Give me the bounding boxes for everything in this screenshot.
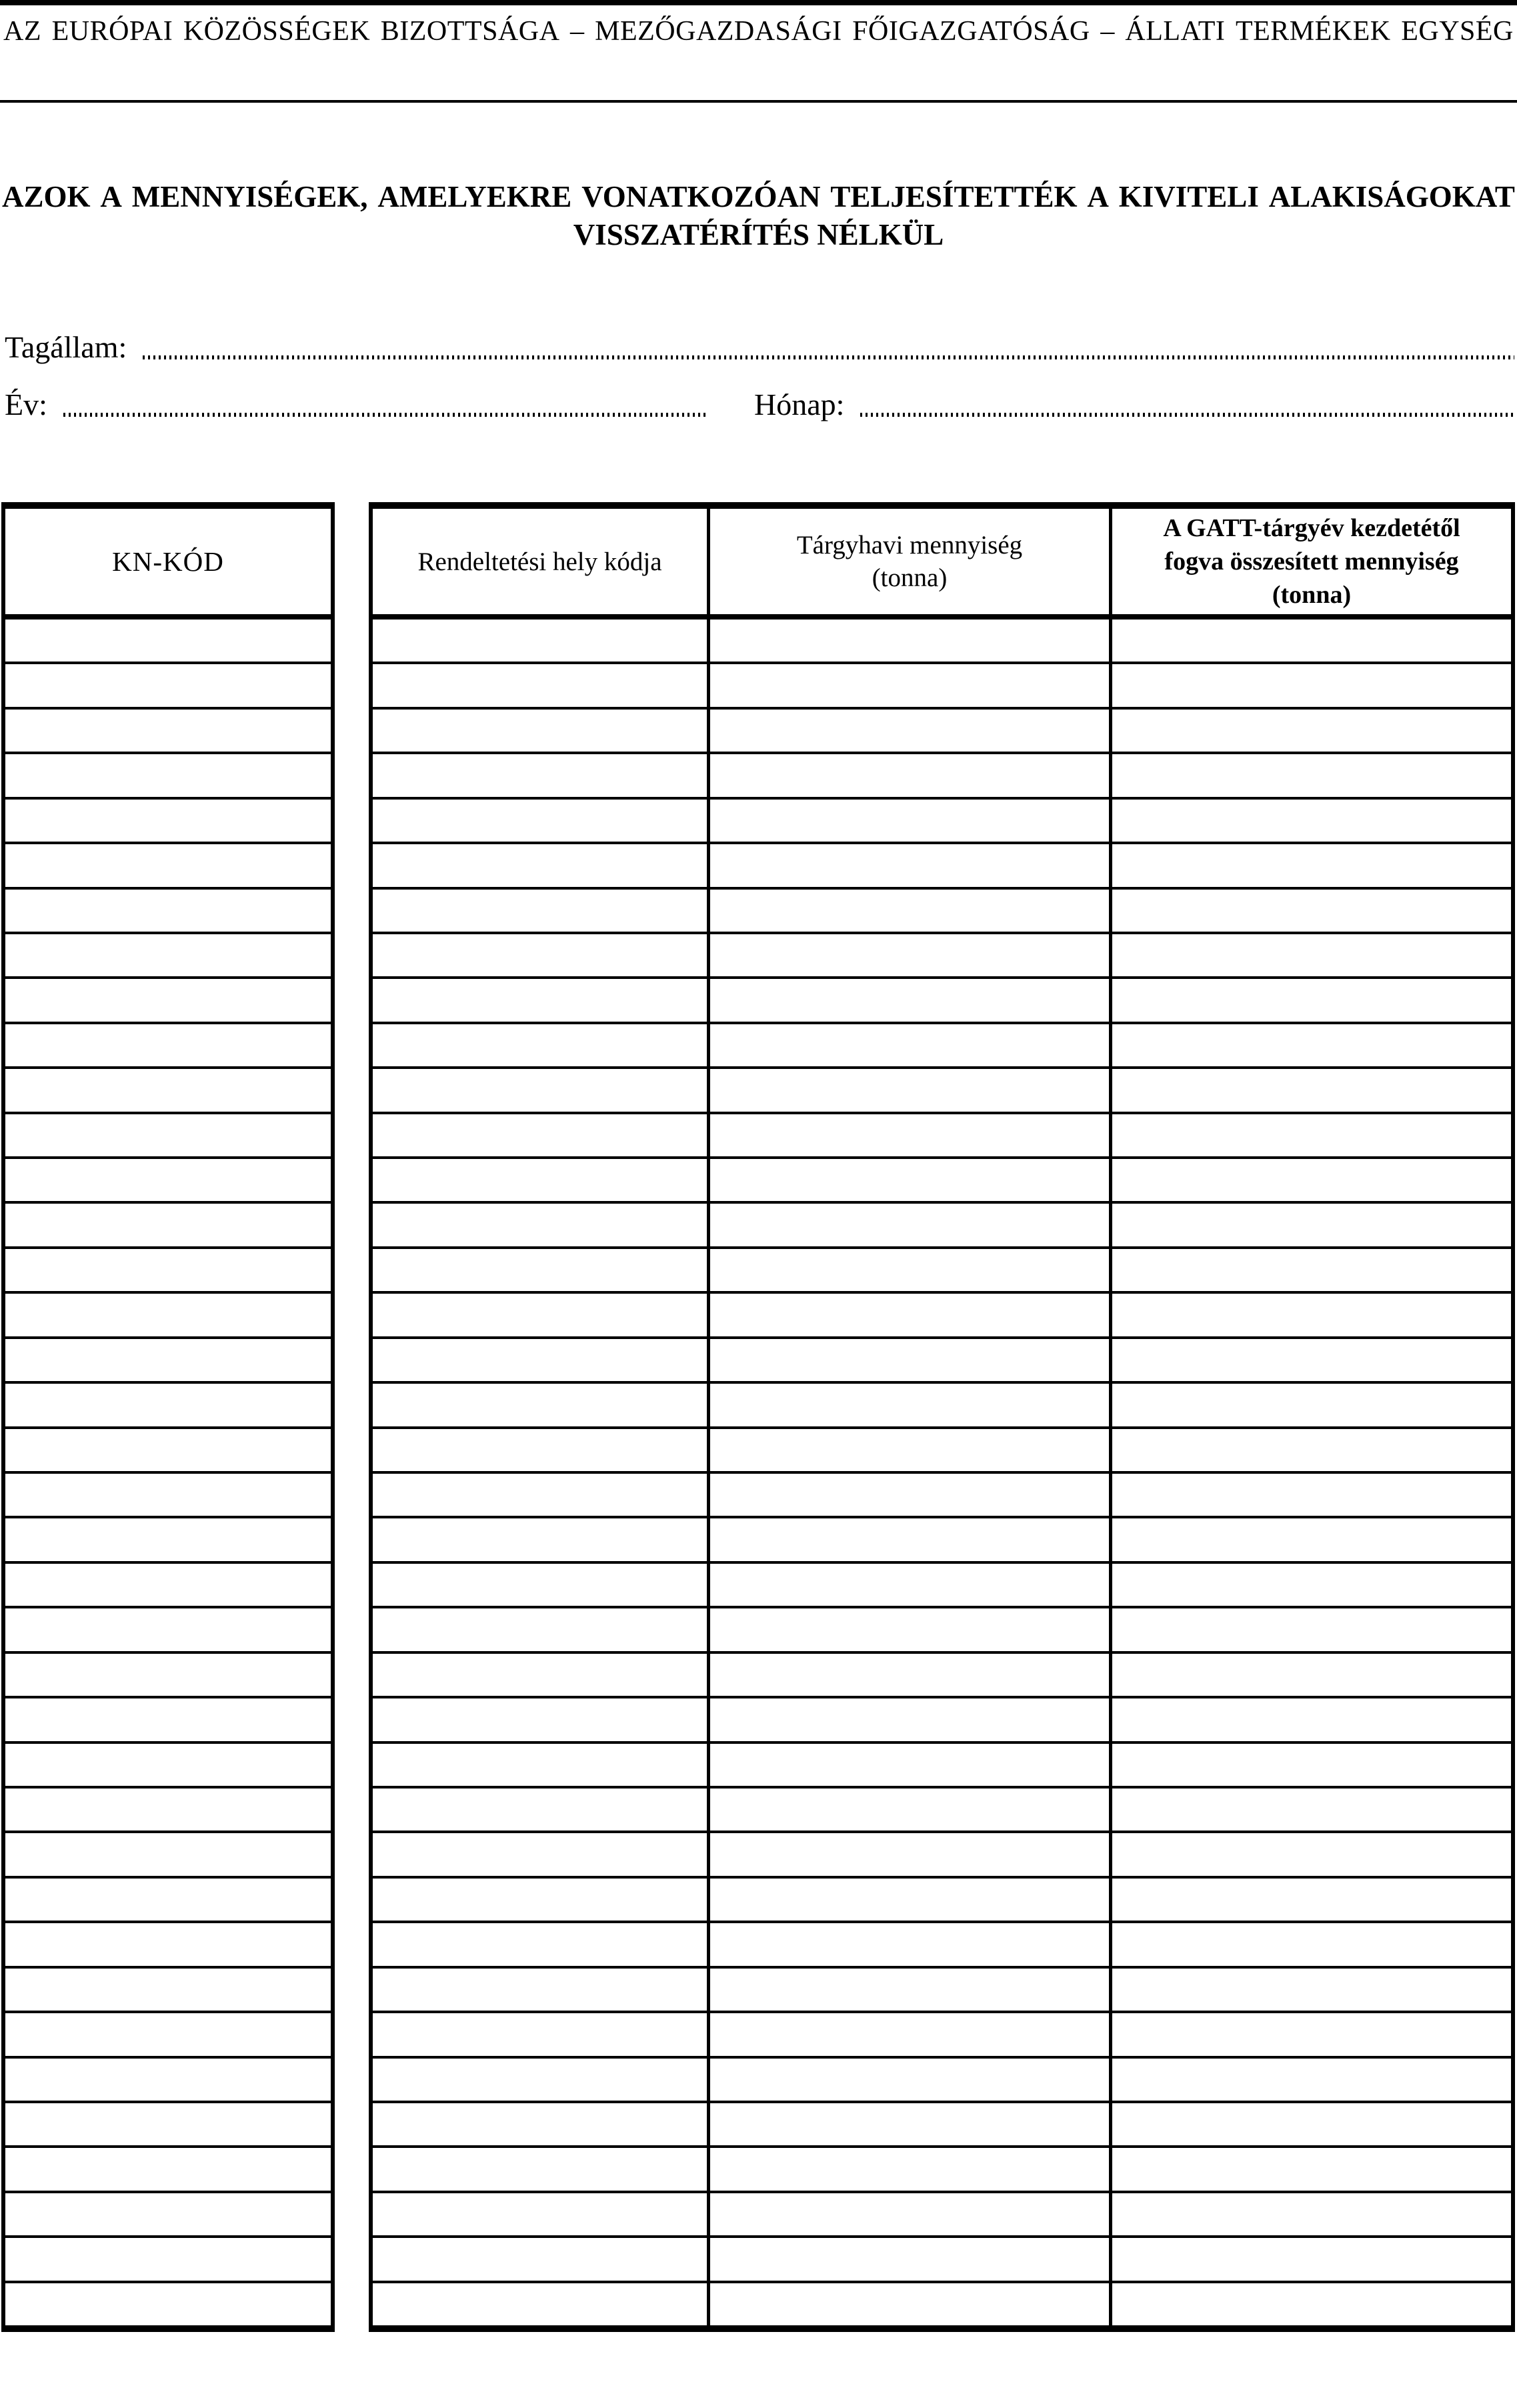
monthly-quantity-cell[interactable] (707, 1069, 1109, 1111)
monthly-quantity-cell[interactable] (707, 1474, 1109, 1516)
quantities-table-row (373, 1833, 1511, 1878)
quantities-table-row (373, 1249, 1511, 1294)
destination-cell[interactable] (373, 1159, 707, 1201)
destination-cell[interactable] (373, 800, 707, 842)
kn-table-row (5, 1069, 331, 1114)
kn-code-cell[interactable] (5, 844, 331, 886)
kn-table-row (5, 1474, 331, 1518)
gatt-total-cell[interactable] (1109, 1114, 1511, 1156)
quantities-table-row (373, 979, 1511, 1024)
gatt-total-cell[interactable] (1109, 1384, 1511, 1426)
kn-table-row (5, 1564, 331, 1608)
monthly-quantity-cell[interactable] (707, 1969, 1109, 2011)
kn-table-row (5, 890, 331, 934)
gatt-total-cell[interactable] (1109, 844, 1511, 886)
kn-code-cell[interactable] (5, 1833, 331, 1875)
kn-code-table-body (5, 620, 331, 2325)
kn-code-cell[interactable] (5, 1204, 331, 1246)
monthly-quantity-cell[interactable] (707, 1879, 1109, 1921)
destination-cell[interactable] (373, 979, 707, 1021)
gatt-total-cell[interactable] (1109, 1249, 1511, 1291)
kn-code-cell[interactable] (5, 2148, 331, 2190)
destination-cell[interactable] (373, 710, 707, 752)
monthly-quantity-cell[interactable] (707, 2059, 1109, 2101)
kn-code-cell[interactable] (5, 664, 331, 706)
destination-cell[interactable] (373, 1744, 707, 1786)
gatt-header-line2: fogva összesített mennyiség (1164, 547, 1459, 575)
quantities-table-row (373, 754, 1511, 799)
kn-code-table-header (5, 509, 331, 620)
gatt-total-cell[interactable] (1109, 2148, 1511, 2190)
kn-table-row (5, 710, 331, 754)
quantities-table-row (373, 710, 1511, 754)
monthly-quantity-header-label: Tárgyhavi mennyiség (796, 531, 1023, 559)
monthly-quantity-cell[interactable] (707, 2103, 1109, 2145)
kn-table-row (5, 1024, 331, 1069)
destination-cell[interactable] (373, 1879, 707, 1921)
monthly-quantity-unit-label: (tonna) (872, 563, 948, 592)
monthly-quantity-cell[interactable] (707, 1698, 1109, 1740)
monthly-quantity-cell[interactable] (707, 1788, 1109, 1831)
monthly-quantity-cell[interactable] (707, 1204, 1109, 1246)
gatt-total-cell[interactable] (1109, 1564, 1511, 1606)
kn-table-row (5, 664, 331, 709)
form-title-line2: VISSZATÉRÍTÉS NÉLKÜL (573, 218, 944, 251)
destination-cell[interactable] (373, 754, 707, 796)
monthly-quantity-cell[interactable] (707, 710, 1109, 752)
year-input-line[interactable] (63, 413, 706, 417)
kn-table-row (5, 800, 331, 844)
monthly-quantity-cell[interactable] (707, 1833, 1109, 1875)
gatt-total-cell[interactable] (1109, 2193, 1511, 2235)
kn-table-row (5, 2059, 331, 2103)
kn-table-row (5, 1923, 331, 1968)
kn-code-cell[interactable] (5, 2013, 331, 2055)
destination-cell[interactable] (373, 1923, 707, 1965)
gatt-total-cell[interactable] (1109, 1608, 1511, 1650)
gatt-total-cell[interactable] (1109, 800, 1511, 842)
kn-code-cell[interactable] (5, 710, 331, 752)
kn-table-row (5, 1204, 331, 1248)
quantities-table-row (373, 800, 1511, 844)
kn-table-row (5, 1833, 331, 1878)
gatt-total-cell[interactable] (1109, 1788, 1511, 1831)
destination-cell[interactable] (373, 1788, 707, 1831)
destination-cell[interactable] (373, 1204, 707, 1246)
monthly-quantity-cell[interactable] (707, 2238, 1109, 2280)
kn-code-cell[interactable] (5, 1339, 331, 1381)
kn-code-cell[interactable] (5, 979, 331, 1021)
gatt-total-cell[interactable] (1109, 890, 1511, 932)
gatt-total-cell[interactable] (1109, 620, 1511, 662)
quantities-table-row (373, 1474, 1511, 1518)
destination-cell[interactable] (373, 1564, 707, 1606)
destination-cell[interactable] (373, 1024, 707, 1066)
monthly-quantity-cell[interactable] (707, 890, 1109, 932)
quantities-table-row (373, 2148, 1511, 2193)
monthly-quantity-cell[interactable] (707, 1518, 1109, 1560)
quantities-table-row (373, 1518, 1511, 1563)
kn-table-row (5, 2283, 331, 2325)
gatt-total-cell[interactable] (1109, 1654, 1511, 1696)
gatt-total-cell[interactable] (1109, 1879, 1511, 1921)
gatt-total-cell[interactable] (1109, 1069, 1511, 1111)
header-divider-rule (0, 100, 1517, 103)
kn-code-cell[interactable] (5, 1429, 331, 1471)
kn-code-cell[interactable] (5, 1654, 331, 1696)
gatt-total-cell[interactable] (1109, 1698, 1511, 1740)
kn-code-cell[interactable] (5, 1474, 331, 1516)
kn-code-cell[interactable] (5, 800, 331, 842)
kn-code-cell[interactable] (5, 2103, 331, 2145)
destination-cell[interactable] (373, 1429, 707, 1471)
kn-table-row (5, 979, 331, 1024)
kn-code-cell[interactable] (5, 2238, 331, 2280)
monthly-quantity-cell[interactable] (707, 620, 1109, 662)
destination-cell[interactable] (373, 890, 707, 932)
monthly-quantity-cell[interactable] (707, 1114, 1109, 1156)
quantities-table-row (373, 1923, 1511, 1968)
monthly-quantity-cell[interactable] (707, 1654, 1109, 1696)
quantities-table-row (373, 1654, 1511, 1698)
destination-cell[interactable] (373, 2238, 707, 2280)
gatt-total-cell[interactable] (1109, 2059, 1511, 2101)
kn-code-cell[interactable] (5, 1608, 331, 1650)
kn-table-row (5, 1429, 331, 1474)
kn-code-cell[interactable] (5, 1024, 331, 1066)
monthly-quantity-cell[interactable] (707, 2193, 1109, 2235)
kn-table-row (5, 844, 331, 889)
destination-cell[interactable] (373, 1474, 707, 1516)
column-header-gatt-total (1109, 509, 1511, 614)
destination-cell[interactable] (373, 1608, 707, 1650)
kn-table-row (5, 1114, 331, 1159)
destination-cell[interactable] (373, 620, 707, 662)
monthly-quantity-cell[interactable] (707, 1923, 1109, 1965)
kn-table-row (5, 2148, 331, 2193)
kn-code-cell[interactable] (5, 1564, 331, 1606)
destination-cell[interactable] (373, 1069, 707, 1111)
quantities-table-row (373, 1564, 1511, 1608)
kn-code-cell[interactable] (5, 1518, 331, 1560)
quantities-table-row (373, 890, 1511, 934)
monthly-quantity-cell[interactable] (707, 2283, 1109, 2325)
quantities-table-row (373, 1608, 1511, 1653)
quantities-table-row (373, 2238, 1511, 2283)
destination-header-label: Rendeltetési hely kódja (417, 547, 662, 576)
quantities-table-row (373, 1429, 1511, 1474)
gatt-total-cell[interactable] (1109, 1024, 1511, 1066)
kn-table-row (5, 2013, 331, 2058)
kn-code-cell[interactable] (5, 1384, 331, 1426)
gatt-total-cell[interactable] (1109, 1429, 1511, 1471)
kn-table-row (5, 1339, 331, 1384)
kn-table-row (5, 1879, 331, 1923)
quantities-table-row (373, 1339, 1511, 1384)
kn-table-row (5, 1384, 331, 1428)
gatt-total-cell[interactable] (1109, 1923, 1511, 1965)
year-label: Év: (5, 387, 47, 421)
gatt-total-cell[interactable] (1109, 1339, 1511, 1381)
monthly-quantity-cell[interactable] (707, 1608, 1109, 1650)
quantities-table-row (373, 1788, 1511, 1833)
monthly-quantity-cell[interactable] (707, 664, 1109, 706)
destination-cell[interactable] (373, 664, 707, 706)
quantities-table-row (373, 2193, 1511, 2238)
quantities-table (369, 502, 1515, 2332)
quantities-table-row (373, 2059, 1511, 2103)
kn-table-row (5, 1294, 331, 1338)
kn-code-cell[interactable] (5, 1069, 331, 1111)
destination-cell[interactable] (373, 1114, 707, 1156)
kn-code-cell[interactable] (5, 620, 331, 662)
quantities-table-row (373, 2283, 1511, 2325)
gatt-total-cell[interactable] (1109, 1744, 1511, 1786)
kn-table-row (5, 754, 331, 799)
monthly-quantity-cell[interactable] (707, 1429, 1109, 1471)
gatt-total-cell[interactable] (1109, 1294, 1511, 1336)
monthly-quantity-cell[interactable] (707, 800, 1109, 842)
form-title-line1: AZOK A MENNYISÉGEK, AMELYEKRE VONATKOZÓAN TELJESÍTETTÉK A KIVITELI ALAKISÁGOKAT (2, 180, 1515, 213)
kn-code-cell[interactable] (5, 934, 331, 976)
destination-cell[interactable] (373, 1384, 707, 1426)
column-header-kn-code: KN-KÓD (112, 545, 224, 577)
quantities-table-body (373, 620, 1511, 2325)
destination-cell[interactable] (373, 1339, 707, 1381)
kn-code-cell[interactable] (5, 2283, 331, 2325)
kn-table-row (5, 934, 331, 979)
destination-cell[interactable] (373, 1518, 707, 1560)
gatt-total-cell[interactable] (1109, 754, 1511, 796)
gatt-total-cell[interactable] (1109, 664, 1511, 706)
monthly-quantity-cell[interactable] (707, 2013, 1109, 2055)
quantities-table-row (373, 1069, 1511, 1114)
quantities-table-row (373, 1159, 1511, 1204)
gatt-total-cell[interactable] (1109, 1518, 1511, 1560)
quantities-table-row (373, 1114, 1511, 1159)
member-state-field-row (5, 329, 1514, 365)
gatt-total-cell[interactable] (1109, 2283, 1511, 2325)
page-top-edge-bar (0, 0, 1517, 5)
gatt-total-cell[interactable] (1109, 1159, 1511, 1201)
kn-table-row (5, 2103, 331, 2148)
quantities-table-row (373, 1879, 1511, 1923)
monthly-quantity-cell[interactable] (707, 2148, 1109, 2190)
destination-cell[interactable] (373, 2059, 707, 2101)
destination-cell[interactable] (373, 1294, 707, 1336)
kn-table-row (5, 1518, 331, 1563)
kn-table-row (5, 1654, 331, 1698)
kn-code-cell[interactable] (5, 1969, 331, 2011)
destination-cell[interactable] (373, 1833, 707, 1875)
kn-table-row (5, 620, 331, 664)
quantities-table-row (373, 1204, 1511, 1248)
gatt-total-cell[interactable] (1109, 1833, 1511, 1875)
kn-table-row (5, 1698, 331, 1743)
quantities-table-row (373, 664, 1511, 709)
destination-cell[interactable] (373, 2193, 707, 2235)
destination-cell[interactable] (373, 1654, 707, 1696)
month-label: Hónap: (754, 387, 845, 421)
kn-table-row (5, 1159, 331, 1204)
quantities-table-row (373, 1024, 1511, 1069)
gatt-header-unit-label: (tonna) (1272, 581, 1352, 609)
kn-table-row (5, 1249, 331, 1294)
gatt-total-cell[interactable] (1109, 710, 1511, 752)
kn-code-cell[interactable] (5, 1879, 331, 1921)
quantities-table-header (373, 509, 1511, 620)
monthly-quantity-cell[interactable] (707, 1024, 1109, 1066)
kn-code-cell[interactable] (5, 754, 331, 796)
kn-code-cell[interactable] (5, 1249, 331, 1291)
destination-cell[interactable] (373, 2148, 707, 2190)
gatt-total-cell[interactable] (1109, 2238, 1511, 2280)
destination-cell[interactable] (373, 1698, 707, 1740)
quantities-table-row (373, 2103, 1511, 2148)
gatt-total-cell[interactable] (1109, 934, 1511, 976)
monthly-quantity-cell[interactable] (707, 1159, 1109, 1201)
quantities-table-row (373, 1969, 1511, 2013)
kn-code-cell[interactable] (5, 1923, 331, 1965)
monthly-quantity-cell[interactable] (707, 1249, 1109, 1291)
monthly-quantity-cell[interactable] (707, 844, 1109, 886)
kn-code-cell[interactable] (5, 1159, 331, 1201)
gatt-total-cell[interactable] (1109, 1969, 1511, 2011)
member-state-input-line[interactable] (143, 355, 1514, 359)
quantities-table-row (373, 620, 1511, 664)
member-state-label: Tagállam: (5, 330, 127, 364)
kn-table-row (5, 1969, 331, 2013)
destination-cell[interactable] (373, 844, 707, 886)
kn-code-cell[interactable] (5, 1114, 331, 1156)
quantities-table-row (373, 1698, 1511, 1743)
monthly-quantity-cell[interactable] (707, 754, 1109, 796)
gatt-header-line1: A GATT-tárgyév kezdetétől (1163, 514, 1460, 542)
kn-code-cell[interactable] (5, 890, 331, 932)
column-header-monthly-quantity (707, 509, 1109, 614)
quantities-table-row (373, 2013, 1511, 2058)
destination-cell[interactable] (373, 2013, 707, 2055)
monthly-quantity-cell[interactable] (707, 1564, 1109, 1606)
year-month-field-row (5, 387, 1514, 423)
destination-cell[interactable] (373, 1249, 707, 1291)
kn-code-cell[interactable] (5, 1744, 331, 1786)
quantities-table-row (373, 934, 1511, 979)
gatt-total-cell[interactable] (1109, 2103, 1511, 2145)
destination-cell[interactable] (373, 2283, 707, 2325)
gatt-total-cell[interactable] (1109, 1204, 1511, 1246)
monthly-quantity-cell[interactable] (707, 1339, 1109, 1381)
monthly-quantity-cell[interactable] (707, 1294, 1109, 1336)
column-header-destination (373, 509, 707, 614)
quantities-table-row (373, 1384, 1511, 1428)
kn-table-row (5, 1744, 331, 1788)
monthly-quantity-cell[interactable] (707, 1744, 1109, 1786)
destination-cell[interactable] (373, 1969, 707, 2011)
kn-table-row (5, 2238, 331, 2283)
monthly-quantity-cell[interactable] (707, 934, 1109, 976)
kn-code-cell[interactable] (5, 1788, 331, 1831)
destination-cell[interactable] (373, 934, 707, 976)
kn-code-cell[interactable] (5, 2059, 331, 2101)
gatt-total-cell[interactable] (1109, 979, 1511, 1021)
organization-header: AZ EURÓPAI KÖZÖSSÉGEK BIZOTTSÁGA – MEZŐGAZDASÁGI FŐIGAZGATÓSÁG – ÁLLATI TERMÉKEK EGYSÉG (3, 16, 1514, 47)
year-field-group (5, 387, 706, 423)
destination-cell[interactable] (373, 2103, 707, 2145)
kn-table-row (5, 2193, 331, 2238)
monthly-quantity-cell[interactable] (707, 1384, 1109, 1426)
kn-code-cell[interactable] (5, 2193, 331, 2235)
kn-code-cell[interactable] (5, 1698, 331, 1740)
kn-code-cell[interactable] (5, 1294, 331, 1336)
gatt-total-cell[interactable] (1109, 2013, 1511, 2055)
monthly-quantity-cell[interactable] (707, 979, 1109, 1021)
kn-table-row (5, 1608, 331, 1653)
kn-code-table (1, 502, 335, 2332)
month-input-line[interactable] (860, 413, 1514, 417)
gatt-total-cell[interactable] (1109, 1474, 1511, 1516)
quantities-table-row (373, 844, 1511, 889)
quantities-table-row (373, 1294, 1511, 1338)
quantities-table-row (373, 1744, 1511, 1788)
kn-table-row (5, 1788, 331, 1833)
